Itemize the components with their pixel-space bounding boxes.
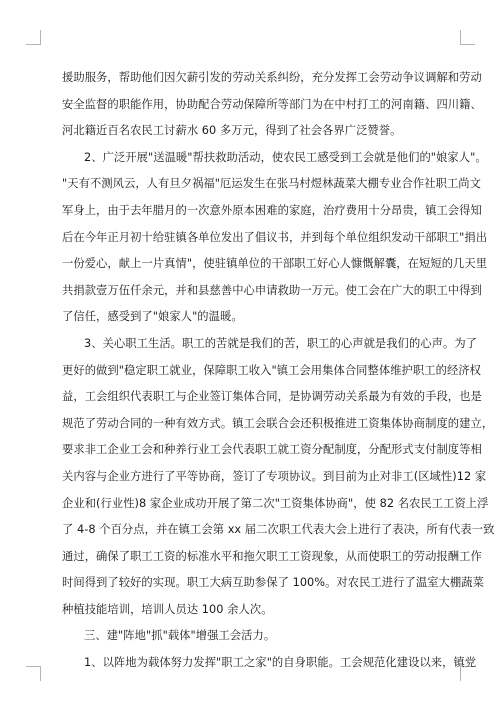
crop-mark-top-left	[26, 30, 41, 45]
text-line: 一份爱心，献上一片真情"，使驻镇单位的干部职工好心人慷慨解囊，在短短的几天里	[62, 257, 488, 271]
text-line: 了 4-8 个百分点，并在镇工会第 xx 届二次职工代表大会上进行了表决，所有代表一致	[62, 523, 495, 537]
text-line: 共捐款壹万伍仟余元，并和县慈善中心申请救助一万元。使工会在广大的职工中得到	[62, 283, 482, 297]
text-line: 安全监督的职能作用，协助配合劳动保障所等部门为在中村打工的河南籍、四川籍、	[62, 97, 482, 111]
text-line: 了信任，感受到了"娘家人"的温暖。	[62, 310, 243, 324]
text-line: 企业和(行业性)8 家企业成功开展了第二次"工资集体协商"，使 82 名农民工工资上浮	[62, 496, 489, 510]
text-line: 河北籍近百名农民工讨薪水 60 多万元，得到了社会各界广泛赞誉。	[62, 124, 402, 138]
text-line: 后在今年正月初十给驻镇各单位发出了倡议书，并到每个单位组织发动干部职工"捐出	[62, 230, 488, 244]
text-line: 三、建"阵地"抓"载体"增强工会活力。	[84, 629, 276, 643]
text-line: 援助服务，帮助他们因欠薪引发的劳动关系纠纷，充分发挥工会劳动争议调解和劳动	[62, 71, 482, 84]
document-body	[62, 65, 495, 677]
text-line: 更好的做到"稳定职工就业，保障职工收入"镇工会用集体合同整体维护职工的经济权	[62, 363, 481, 377]
text-line: 军身上，由于去年腊月的一次意外原本困难的家庭，治疗费用十分昂贵，镇工会得知	[62, 203, 482, 217]
text-line: 关内容与企业方进行了平等协商，签订了专项协议。到目前为止对非工(区域性)12 家	[62, 469, 487, 483]
text-line: 通过，确保了职工工资的标准水平和拖欠职工工资现象，从而使职工的劳动报酬工作	[62, 549, 482, 563]
text-line: 种植技能培训，培训人员达 100 余人次。	[62, 602, 273, 616]
text-line: "天有不测风云，人有旦夕祸福"厄运发生在张马村煜林蔬菜大棚专业合作社职工尚文	[62, 177, 481, 191]
text-line: 3、关心职工生活。职工的苦就是我们的苦，职工的心声就是我们的心声。为了	[84, 336, 478, 350]
text-line: 要求非工企业工会和种养行业工会代表职工就工资分配制度，分配形式支付制度等相	[62, 443, 482, 457]
crop-mark-top-right	[460, 30, 475, 45]
crop-mark-bottom-left	[26, 666, 41, 681]
text-line: 1、以阵地为载体努力发挥"职工之家"的自身职能。工会规范化建设以来，镇党	[84, 656, 477, 670]
text-line: 规范了劳动合同的一种有效方式。镇工会联合会还积极推进工资集体协商制度的建立，	[62, 416, 494, 430]
text-line: 益，工会组织代表职工与企业签订集体合同，是协调劳动关系最为有效的手段，也是	[62, 390, 482, 404]
text-line: 2、广泛开展"送温暖"帮扶救助活动，使农民工感受到工会就是他们的"娘家人"。	[84, 150, 487, 164]
text-line: 时间得到了较好的实现。职工大病互助参保了 100%。对农民工进行了温室大棚蔬菜	[62, 576, 484, 590]
